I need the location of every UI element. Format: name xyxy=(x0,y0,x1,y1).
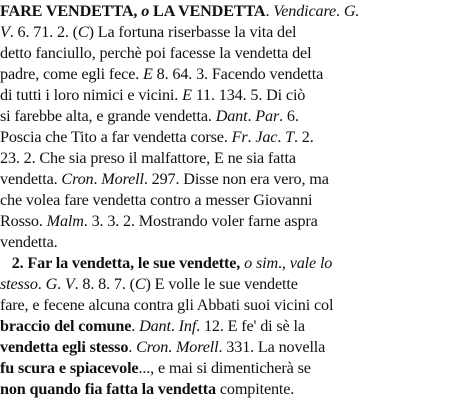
text-segment: C xyxy=(77,22,89,41)
text-segment: padre, come egli fece. xyxy=(0,64,144,83)
text-segment: . 6. 71. 2. ( xyxy=(9,22,78,41)
text-segment: V xyxy=(64,274,75,293)
entry-line xyxy=(0,168,470,190)
text-segment: . xyxy=(277,127,286,146)
entry-line xyxy=(0,84,470,106)
text-segment: Poscia che Tito a far vendetta corse. xyxy=(0,127,232,146)
text-segment: . 297. Disse non era vero, ma xyxy=(143,169,329,188)
text-segment: . 3. 3. 2. Mostrando voler farne aspra xyxy=(83,211,318,230)
text-segment: . xyxy=(131,316,140,335)
text-segment: ..., e mai si dimenticherà se xyxy=(138,358,311,377)
text-segment: E xyxy=(182,85,192,104)
text-segment: 23. 2. Che sia preso il malfattore, E ne sia fatta xyxy=(0,148,296,167)
entry-line xyxy=(0,147,470,169)
text-segment: . xyxy=(247,106,256,125)
text-segment: 11. 134. 5. Di ciò xyxy=(191,85,306,104)
text-segment: vendetta. xyxy=(0,232,58,251)
entry-line xyxy=(0,42,470,64)
entry-line xyxy=(0,105,470,127)
text-segment: . xyxy=(37,274,46,293)
text-segment: ) La fortuna riserbasse la vita del xyxy=(88,22,297,41)
text-segment: vendetta egli stesso xyxy=(0,337,129,356)
text-segment: . 8. 8. 7. ( xyxy=(74,274,135,293)
text-segment: FARE VENDETTA, xyxy=(0,1,142,20)
text-segment: vale lo xyxy=(289,253,333,272)
text-segment: . 6. xyxy=(279,106,299,125)
text-segment: . xyxy=(168,337,176,356)
text-segment: Morell xyxy=(175,337,219,356)
text-segment: Malm xyxy=(46,211,84,230)
text-segment: LA VENDETTA xyxy=(149,1,266,20)
text-segment: Inf xyxy=(178,316,197,335)
entry-line xyxy=(0,21,470,43)
text-segment: Jac xyxy=(255,127,278,146)
text-segment: . xyxy=(128,337,137,356)
text-segment: Vendicare xyxy=(273,1,337,20)
text-segment: T xyxy=(285,127,294,146)
entry-line xyxy=(0,189,470,211)
text-segment: 8. 64. 3. Facendo vendetta xyxy=(152,64,324,83)
text-segment: detto fanciullo, perchè poi facesse la vendetta del xyxy=(0,43,312,62)
text-segment: vendetta. xyxy=(0,169,62,188)
text-segment: braccio del comune xyxy=(0,316,132,335)
text-segment: o xyxy=(141,1,150,20)
entry-line xyxy=(0,357,470,379)
text-segment: . xyxy=(265,1,274,20)
text-segment: Dant xyxy=(215,106,248,125)
text-segment: Cron xyxy=(61,169,94,188)
text-segment: Rosso. xyxy=(0,211,47,230)
text-segment: G. xyxy=(343,1,360,20)
entry-line xyxy=(0,315,470,337)
entry-line xyxy=(0,126,470,148)
text-segment: . xyxy=(336,1,344,20)
text-segment: . 12. E fe' di sè la xyxy=(196,316,305,335)
text-segment: ., xyxy=(277,253,290,272)
entry-line xyxy=(0,252,470,274)
text-segment: . xyxy=(57,274,65,293)
text-segment: 2. Far la vendetta, le sue vendette, xyxy=(0,253,245,272)
text-segment: Cron xyxy=(136,337,169,356)
entry-line xyxy=(0,210,470,232)
text-segment: che volea fare vendetta contro a messer Giovanni xyxy=(0,190,313,209)
text-segment: Morell xyxy=(101,169,144,188)
text-segment: E xyxy=(143,64,153,83)
text-segment: V xyxy=(0,22,10,41)
text-segment: Fr xyxy=(231,127,248,146)
text-segment: . 331. La novella xyxy=(218,337,326,356)
text-segment: . xyxy=(247,127,256,146)
text-segment: compitente. xyxy=(215,379,295,398)
text-segment: o sim xyxy=(244,253,278,272)
text-segment: di tutti i loro nimici e vicini. xyxy=(0,85,183,104)
text-segment: . 2. xyxy=(293,127,314,146)
text-segment: si farebbe alta, e grande vendetta. xyxy=(0,106,216,125)
entry-line xyxy=(0,231,470,253)
text-segment: ) E volle le sue vendette xyxy=(145,274,298,293)
text-segment: Par xyxy=(255,106,280,125)
entry-line xyxy=(0,294,470,316)
text-segment: fu scura e spiacevole xyxy=(0,358,139,377)
text-segment: . xyxy=(93,169,102,188)
entry-line xyxy=(0,336,470,358)
entry-line xyxy=(0,0,470,22)
text-segment: stesso xyxy=(0,274,38,293)
text-segment: C xyxy=(134,274,146,293)
entry-line xyxy=(0,378,470,400)
text-segment: G xyxy=(45,274,58,293)
text-segment: Dant xyxy=(139,316,171,335)
entry-line xyxy=(0,273,470,295)
entry-line xyxy=(0,63,470,85)
text-segment: fare, e fecene alcuna contra gli Abbati suoi vicini col xyxy=(0,295,334,314)
text-segment: non quando fia fatta la vendetta xyxy=(0,379,216,398)
text-segment: . xyxy=(170,316,179,335)
